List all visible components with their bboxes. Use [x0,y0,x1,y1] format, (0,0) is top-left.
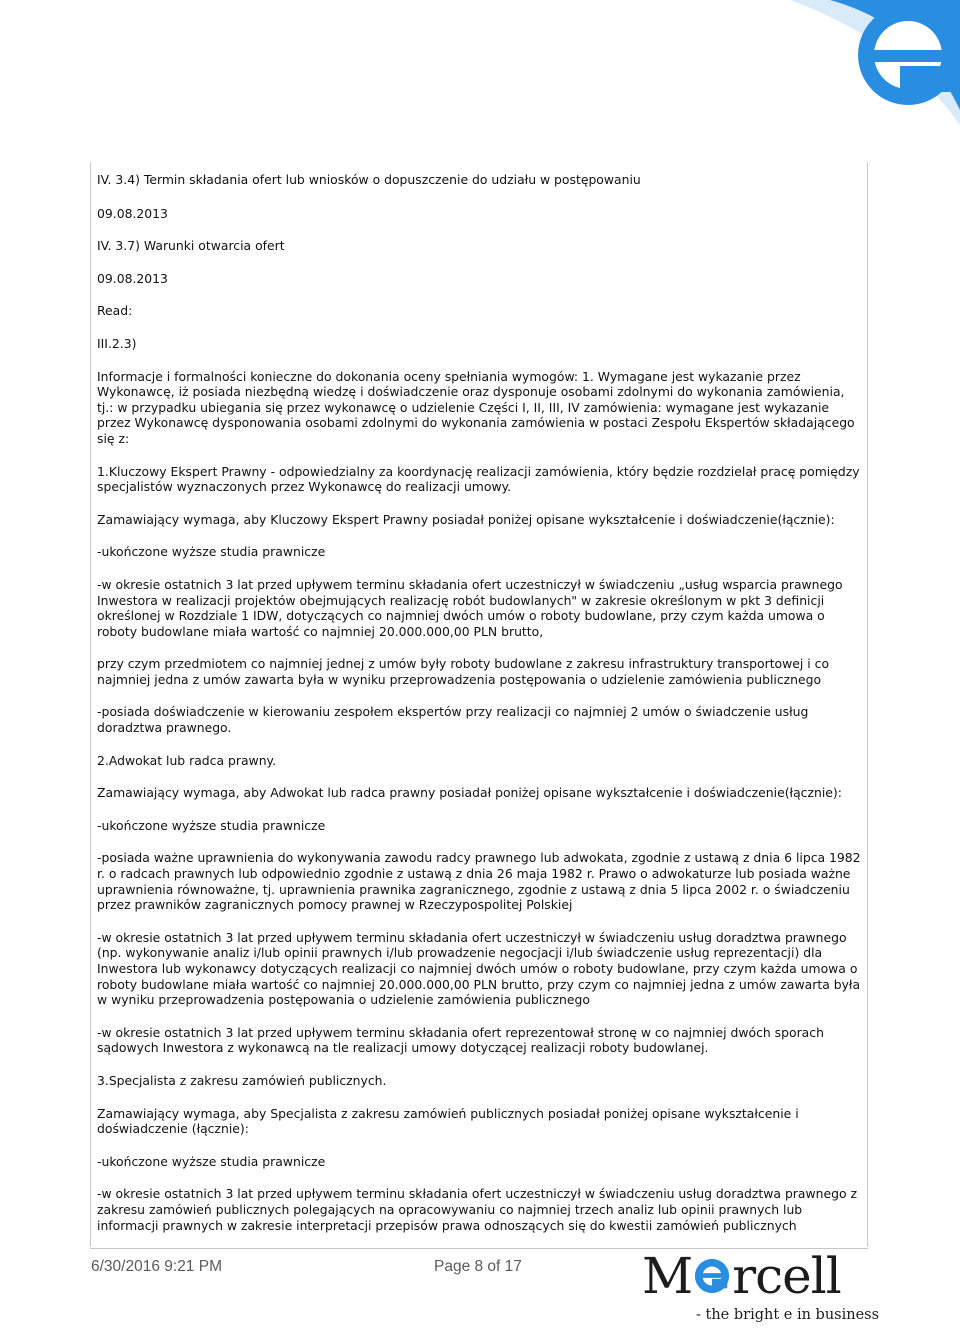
marcell-e-icon [693,1257,731,1295]
paragraph: Informacje i formalności konieczne do dokonania oceny spełniania wymogów: 1. Wymagane jest wykazanie przez Wykonawcę, iż posiada niezbędną wiedzę i doświadczenie oraz dysponuje osobami zdolnymi do wykonania zamówienia, tj.: w przypadku ubiegania się przez wykonawcę o udzielenie Części I, II, III, IV zamówienia: wymagane jest wykazanie przez Wykonawcę dysponowania osobami zdolnymi do wykonania zamówienia w postaci Zespołu Ekspertów składającego się z: [97,368,855,446]
paragraph: przy czym przedmiotem co najmniej jednej z umów były roboty budowlane z zakresu infrastruktury transportowej i co najmniej jedna z umów zawarta była w wyniku przeprowadzenia postępowania o udzielenie zamówienia publicznego [97,656,830,687]
brand-letters: rcell [732,1247,841,1305]
read-label: Read: [97,303,133,319]
paragraph: -ukończone wyższe studia prawnicze [97,817,326,833]
section-heading: IV. 3.4) Termin składania ofert lub wniosków o dopuszczenie do udziału w postępowaniu [97,172,641,187]
footer-page-number: Page 8 of 17 [434,1258,522,1275]
paragraph: -posiada doświadczenie w kierowaniu zespołem ekspertów przy realizacji co najmniej 2 umów o świadczenie usług doradztwa prawnego. [97,704,809,736]
paragraph: 2.Adwokat lub radca prawny. [97,752,277,768]
footer-date: 6/30/2016 9:21 PM [91,1258,222,1275]
paragraph: -w okresie ostatnich 3 lat przed upływem terminu składania ofert uczestniczył w świadczeniu usług doradztwa prawnego (np. wykonywanie analiz i/lub opinii prawnych i/lub prowadzenie negocjacji i/lub świadczenie usług reprezentacji) dla Inwestora lub wykonawcy dotyczących realizacji co najmniej dwóch umów o roboty budowlane, przy czym każda umowa o roboty budowlane miała wartość co najmniej 20.000.000,00 PLN brutto, przy czym co najmniej jedna z umów zawarta była w wyniku przeprowadzenia postępowania o udzielenie zamówienia publicznego [97,929,861,1008]
brand-logo [640,1247,880,1329]
paragraph: 1.Kluczowy Ekspert Prawny - odpowiedzialny za koordynację realizacji zamówienia, który będzie rozdzielał pracę pomiędzy specjalistów wyznaczonych przez Wykonawcę do realizacji umowy. [97,463,860,495]
paragraph: -ukończone wyższe studia prawnicze [97,544,326,560]
paragraph: -w okresie ostatnich 3 lat przed upływem terminu składania ofert reprezentował stronę w co najmniej dwóch sporach sądowych Inwestora z wykonawcą na tle realizacji umowy dotyczącej realizacji roboty budowlanej. [97,1024,824,1056]
brand-wordmark [642,1247,841,1307]
paragraph: Zamawiający wymaga, aby Kluczowy Ekspert Prawny posiadał poniżej opisane wykształcenie i doświadczenie(łącznie): [97,511,835,527]
date-value: 09.08.2013 [97,270,168,286]
date-value: 09.08.2013 [97,205,168,221]
paragraph: Zamawiający wymaga, aby Adwokat lub radca prawny posiadał poniżej opisane wykształcenie i doświadczenie(łącznie): [97,785,842,801]
corner-logo-icon [790,0,960,125]
brand-letter-m: M [642,1247,693,1305]
paragraph: -ukończone wyższe studia prawnicze [97,1153,326,1169]
document-body [90,162,868,1247]
paragraph: Zamawiający wymaga, aby Specjalista z zakresu zamówień publicznych posiadał poniżej opisane wykształcenie i doświadczenie (łącznie): [97,1105,799,1137]
paragraph: -posiada ważne uprawnienia do wykonywania zawodu radcy prawnego lub adwokata, zgodnie z ustawą z dnia 6 lipca 1982 r. o radcach prawnych lub odpowiednio zgodnie z ustawą z dnia 26 maja 1982 r. Prawo o adwokaturze lub posiada ważne uprawnienia równoważne, tj. uprawnienia prawnika zagranicznego, zgodnie z ustawą z dnia 5 lipca 2002 r. o świadczeniu przez prawników zagranicznych pomocy prawnej w Rzeczypospolitej Polskiej [97,850,861,913]
paragraph: -w okresie ostatnich 3 lat przed upływem terminu składania ofert uczestniczył w świadczeniu usług doradztwa prawnego z zakresu zamówień publicznych polegających na opracowywaniu co najmniej trzech analiz lub opinii prawnych lub informacji prawnych w zakresie interpretacji przepisów prawa odnoszących się do kwestii zamówień publicznych [97,1186,857,1233]
section-heading: III.2.3) [97,335,137,351]
paragraph: -w okresie ostatnich 3 lat przed upływem terminu składania ofert uczestniczył w świadczeniu „usług wsparcia prawnego Inwestora w realizacji projektów obejmujących realizację robót budowlanych" w zakresie określonym w pkt 3 definicji określonej w Rozdziale 1 IDW, dotyczących co najmniej dwóch umów o roboty budowlane, przy czym każda umowa o roboty budowlane miała wartość co najmniej 20.000.000,00 PLN brutto, [97,576,843,639]
brand-tagline: - the bright e in business [696,1307,880,1323]
paragraph: 3.Specjalista z zakresu zamówień publicznych. [97,1072,387,1088]
section-heading: IV. 3.7) Warunki otwarcia ofert [97,238,285,254]
